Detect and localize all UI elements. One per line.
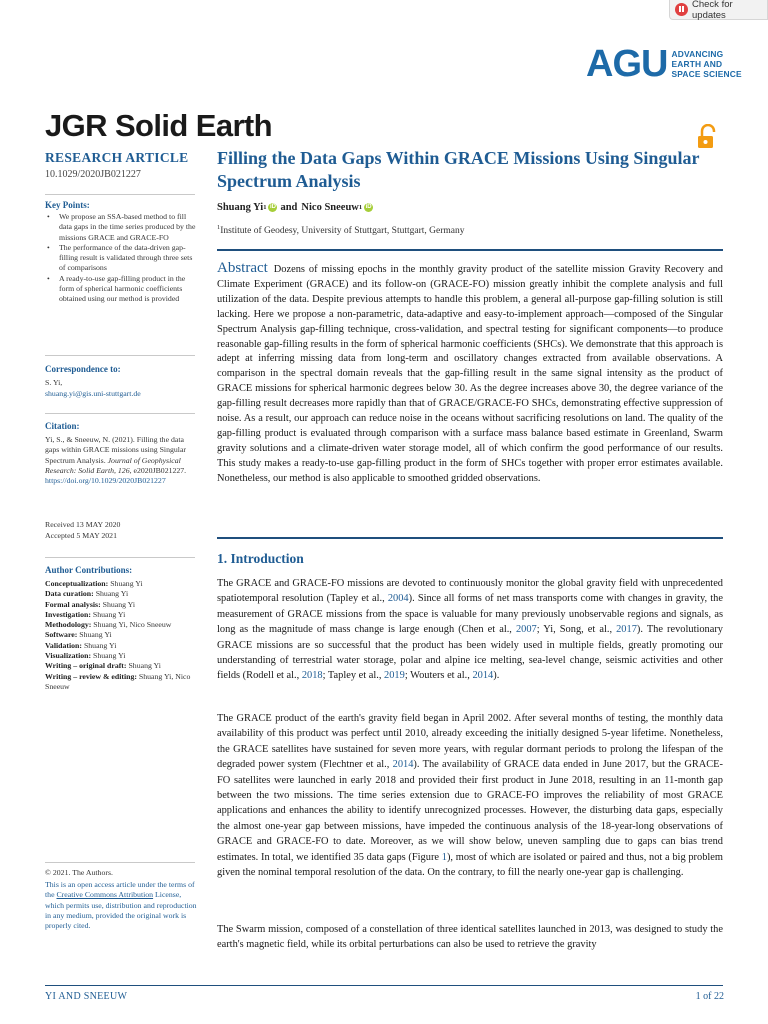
paragraph-text: ). Since all forms of net mass transports come with changes in gravity, the measurement of GRACE missions from the space is valuable for many previously unobservable regions and signals, as long as the magnitude of mass change is large enough (Chen et al., [217,593,723,636]
sidebar-divider [45,355,195,356]
correspondence-name: S. Yi, [45,378,63,387]
license-notice: This is an open access article under the terms of the Creative Commons Attribution License, which permits use, distribution and reproduction in any medium, provided the original work is properly cited. [45,880,197,931]
orcid-icon[interactable]: iD [269,204,276,210]
paragraph-text: ; Yi, Song, et al., [536,624,617,636]
contribution-item: Data curation: Shuang Yi [45,589,129,599]
author-contributions-list [45,579,200,692]
citation-text: Yi, S., & Sneeuw, N. (2021). Filling the data gaps within GRACE missions using Singular Spectrum Analysis. [45,435,187,465]
contribution-item: Writing – review & editing: Shuang Yi, Nico Sneeuw [45,671,191,691]
citation-link[interactable]: 2007 [515,624,537,636]
author-name[interactable]: Shuang Yi [217,202,264,213]
footer-rule [45,985,723,986]
paragraph-text: ). The revolutionary GRACE missions are so successful that the product has been widely used in multiple fields, greatly promoting our understanding of terrestrial water storage, polar and alpine ice melting, sea-level change, seismic activities and other fields (Rodell et al., [217,624,724,682]
paragraph-text: ). The availability of GRACE data ended in June 2017, but the GRACE-FO satellites were launched in early 2018 and provided their first product in June 2018, resulting in an 11-month gap between the two missions. The time series extension due to GRACE-FO improves the reliability of most GRACE applications and enhances the ability to identify unrecognized processes. However, the disturbing data gaps, especially the almost one-year gap between missions, have impeded the continuous analysis of the 18-year-long observations of GRACE and GRACE-FO to date. Moreover, as we will show below, uneven sampling due to gaps can bias trend estimates. In total, we identified 35 data gaps (Figure [217,759,723,863]
creative-commons-link[interactable]: Creative Commons Attribution [56,890,154,900]
copyright-notice: © 2021. The Authors. [45,868,113,877]
paragraph-text: ; Tapley et al., [322,670,385,682]
update-icon [675,3,688,16]
citation-link[interactable]: 2004 [387,593,409,605]
agu-tagline-line: SPACE SCIENCE [671,69,742,79]
abstract-top-rule [217,249,723,251]
author-contributions-heading: Author Contributions: [45,565,133,575]
paragraph-text: ), most of which are isolated or paired and thus, not a big problem given the nominal temporal resolution of the data. On the contrary, to fill the nearly one-year gap is challenging. [217,851,723,879]
agu-tagline-line: ADVANCING [671,49,724,59]
sidebar-divider [45,413,195,414]
correspondence-heading: Correspondence to: [45,364,121,374]
article-doi: 10.1029/2020JB021227 [45,169,141,180]
abstract-text: Dozens of missing epochs in the monthly gravity product of the satellite mission Gravity Recovery and Climate Experiment (GRACE) and its follow-on (GRACE-FO) mission greatly inhibit the complete analysis and full utilization of the data. Despite previous attempts to handle this problem, a general all-purpose gap-filling solution is still lacking. Here we propose a non-parametric, data-adaptive and easy-to-implement approach—composed of the Singular Spectrum Analysis gap-filling technique, cross-validation, and spectral testing for significant components—to produce reasonable gap-filling results in the form of spherical harmonic coefficients (SHCs). We demonstrate that this approach is adept at inferring missing data from long-term and oscillatory changes extracted from available observations. A comparison in the spectral domain reveals that the gap-filling result in the same signal intensity as the product of GRACE missions for spherical harmonic degrees below 30. As the degree increases above 30, the degree variance of the gap-filling result decreases more rapidly than that of GRACE/GRACE-FO SHCs, demonstrating effective suppression of noise. As a result, our approach can reduce noise in the oceans without sacrificing resolutions on land. The quality of the gap-filling product is evaluated through comparison with a surface mass balance based estimate in Greenland, Swarm gravity solutions and a climate-driven water storage model, all of which confirm the good performance of our results. This study makes a ready-to-use gap-filling product in the form of SHCs together with proper error estimates available. Nonetheless, our method is also applicable to smoothed gridded observations. [217,264,723,484]
article-type: RESEARCH ARTICLE [45,150,189,165]
key-points-list [45,212,200,305]
abstract-label: Abstract [217,260,268,276]
citation-link[interactable]: 2019 [384,670,405,682]
journal-title: JGR Solid Earth [45,108,272,143]
agu-tagline-line: EARTH AND [671,59,723,69]
citation-link[interactable]: 2017 [616,624,637,636]
body-paragraph [217,711,723,880]
paragraph-text: The Swarm mission, composed of a constellation of three identical satellites launched in 2013, was designed to study the earth's magnetic field, while its orbital perturbations can also be used to retrieve the gravity [217,924,723,951]
sidebar-divider [45,194,195,195]
author-list: Shuang Yi 1 iD and Nico Sneeuw 1 iD [217,202,372,213]
citation-link[interactable]: 1 [441,851,447,863]
contribution-item: Validation: Shuang Yi [45,640,117,650]
citation-link[interactable]: 2018 [301,670,323,682]
citation-heading: Citation: [45,421,80,431]
page-number: 1 of 22 [695,991,724,1002]
citation-journal: Journal of Geophysical Research: Solid Earth, 126, [45,455,181,475]
key-point-item: • The performance of the data-driven gap-filling result is validated through three sets of comparisons [59,243,200,274]
citation-link[interactable]: 2014 [392,759,414,771]
sidebar-divider [45,862,195,863]
citation-link[interactable]: 2014 [472,670,494,682]
citation-block [45,435,200,486]
contribution-item: Formal analysis: Shuang Yi [45,599,136,609]
contribution-item: Investigation: Shuang Yi [45,609,126,619]
contribution-item: Visualization: Shuang Yi [45,651,126,661]
orcid-icon[interactable]: iD [365,204,372,210]
abstract-bottom-rule [217,537,723,539]
paragraph-text: ; Wouters et al., [404,670,473,682]
paper-title: Filling the Data Gaps Within GRACE Missions Using Singular Spectrum Analysis [217,148,700,191]
author-separator: and [280,202,298,213]
agu-tagline [671,49,741,79]
body-paragraph [217,922,723,953]
key-point-item: • A ready-to-use gap-filling product in the form of spherical harmonic coefficients obtained using our method is provided [59,274,200,305]
check-for-updates-button[interactable] [669,0,768,20]
abstract [217,261,723,487]
contribution-item: Software: Shuang Yi [45,630,112,640]
paragraph-text: ). [493,670,500,682]
key-point-item: • We propose an SSA-based method to fill data gaps in the time series produced by the missions GRACE and GRACE-FO [59,212,200,243]
contribution-item: Writing – original draft: Shuang Yi [45,661,161,671]
contribution-item: Conceptualization: Shuang Yi [45,579,143,588]
paragraph-text: The GRACE product of the earth's gravity field began in April 2002. After several months of testing, the monthly data availability of this product was perfect until 2010, already exceeding the initially designed 5-year lifetime. Nonetheless, the GRACE satellites have sustained for seven more years, with regular dormant periods to prolong the lifespan of the degraded power system (Flechtner et al., [217,713,723,771]
contribution-item: Methodology: Shuang Yi, Nico Sneeuw [45,620,172,630]
received-date: Received 13 MAY 2020 [45,520,121,529]
check-for-updates-label: Check for updates [692,0,733,21]
paragraph-text: The GRACE and GRACE-FO missions are devoted to continuously monitor the global gravity field with unprecedented spatiotemporal resolution (Tapley et al., [217,578,723,605]
sidebar-divider [45,557,195,558]
agu-logo [586,44,742,84]
citation-article-number: e2020JB021227. [133,465,187,475]
accepted-date: Accepted 5 MAY 2021 [45,531,117,540]
correspondence-email-link[interactable]: shuang.yi@gis.uni-stuttgart.de [45,389,141,398]
key-points-heading: Key Points: [45,200,90,210]
affiliation: $^1$Institute of Geodesy, University of Stuttgart, Stuttgart, Germany [217,223,465,236]
body-paragraph [217,576,723,684]
section-heading-introduction: 1. Introduction [217,551,304,566]
author-name[interactable]: Nico Sneeuw [301,202,359,213]
agu-logo-mark: AGU [586,43,668,85]
citation-doi-link[interactable]: https://doi.org/10.1029/2020JB021227 [45,476,166,486]
running-footer-authors: YI AND SNEEUW [45,991,128,1002]
